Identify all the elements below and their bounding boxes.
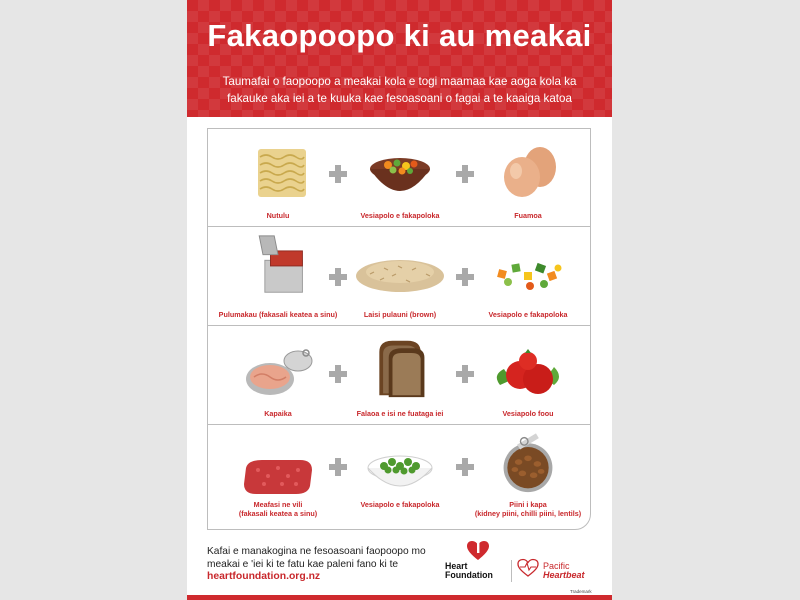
heart-outline-icon: [517, 558, 539, 578]
eggs-icon: [468, 143, 588, 205]
canned-tuna-icon: [218, 343, 338, 405]
food-caption: Pulumakau (fakasali keatea a sinu): [218, 310, 338, 319]
food-caption: Piini i kapa (kidney piini, chilli piini, lentils): [474, 500, 582, 518]
pacific-heartbeat-logo: [517, 556, 597, 586]
brown-rice-icon: [340, 242, 460, 304]
canned-beans-icon: [468, 432, 588, 494]
food-caption: Nutulu: [266, 211, 290, 220]
frozen-vegetables-icon: [468, 242, 588, 304]
footer-link[interactable]: heartfoundation.org.nz: [207, 571, 321, 582]
header-banner: [187, 0, 612, 117]
page-subtitle: Taumafai o faopoopo a meakai kola e togi maamaa kae aoga kola ka fakauke aka iei a te kuuka kae fesoasoani o fagai a te kaaiga katoa: [222, 75, 577, 105]
ph-line1: Pacific: [543, 561, 570, 571]
food-caption: Vesiapolo e fakapoloka: [360, 500, 440, 509]
food-caption: Fuamoa: [514, 211, 542, 220]
ph-line2: Heartbeat: [543, 570, 585, 580]
food-caption: Laisi pulauni (brown): [363, 310, 437, 319]
combo-row-2: [208, 228, 590, 326]
combo-row-3: [208, 327, 590, 425]
food-caption: Vesiapolo foou: [502, 409, 554, 418]
meal-combinations-grid: [207, 128, 591, 530]
combo-row-4: [208, 426, 590, 524]
footer-text: Kafai e manakogina ne fesoasoani faopoopo mo meakai e 'iei ki te fatu kae paleni fano ki te: [207, 546, 426, 570]
pacific-heartbeat-wordmark: [543, 562, 585, 580]
food-caption: Vesiapolo e fakapoloka: [488, 310, 568, 319]
food-caption: Vesiapolo e fakapoloka: [360, 211, 440, 220]
minced-meat-icon: [218, 440, 338, 502]
bottom-bar: [187, 595, 612, 600]
food-caption: Meafasi ne vili (fakasali keatea a sinu): [238, 500, 318, 518]
food-caption: Falaoa e isi ne fuataga iei: [356, 409, 444, 418]
food-caption: Kapaika: [264, 409, 292, 418]
heart-icon: [467, 540, 489, 562]
wholegrain-bread-icon: [340, 337, 460, 399]
logo-divider: [511, 560, 512, 582]
trademark-note: Trademark: [570, 589, 592, 594]
peas-bowl-icon: [340, 438, 460, 500]
instant-noodles-icon: [218, 143, 338, 205]
heart-foundation-logo: [445, 540, 505, 585]
hf-line1: Heart: [445, 561, 468, 571]
page-title: Fakaopoopo ki au meakai: [207, 18, 592, 53]
canned-corned-beef-icon: [218, 234, 338, 296]
poster: [187, 0, 612, 600]
frozen-vegetables-bowl-icon: [340, 143, 460, 205]
hf-line2: Foundation: [445, 570, 493, 580]
fresh-tomatoes-icon: [468, 341, 588, 403]
combo-row-1: [208, 129, 590, 227]
heart-foundation-wordmark: [445, 562, 505, 580]
